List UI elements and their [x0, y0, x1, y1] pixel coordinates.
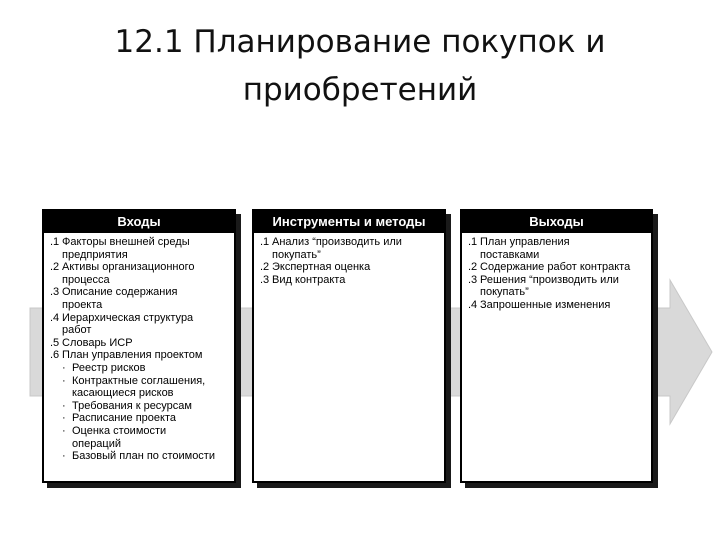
outputs-list: [462, 236, 651, 312]
outputs-box: [460, 209, 653, 483]
sub-list-item: [50, 362, 230, 375]
list-item: [260, 261, 440, 274]
item-text: Анализ “производить или: [272, 236, 402, 248]
item-text: Факторы внешней среды: [62, 236, 190, 248]
item-text: Иерархическая структура: [62, 311, 194, 324]
list-item: [50, 349, 230, 362]
item-number: .4: [468, 298, 478, 311]
item-number: .1: [468, 236, 478, 248]
item-text: Базовый план по стоимости: [72, 450, 215, 463]
item-text: покупать”: [272, 248, 321, 261]
list-item: [50, 299, 230, 312]
bullet: ·: [62, 424, 66, 437]
list-item: [468, 236, 647, 249]
list-item: [468, 274, 647, 287]
list-item: [50, 312, 230, 325]
item-text: Реестр рисков: [72, 361, 146, 374]
list-item: [468, 249, 647, 262]
list-item: [260, 274, 440, 287]
bullet: ·: [62, 450, 66, 463]
item-number: .3: [468, 273, 478, 286]
list-item: [50, 249, 230, 262]
page-title-line-1: 12.1 Планирование покупок и: [114, 24, 606, 60]
item-number: .3: [50, 286, 60, 299]
item-text: процесса: [62, 273, 110, 286]
sub-list-item: [50, 450, 230, 463]
tools-header: Инструменты и методы: [254, 211, 444, 233]
item-text: Содержание работ контракта: [480, 261, 631, 274]
item-text: Словарь ИСР: [62, 336, 133, 349]
outputs-header: Выходы: [462, 211, 651, 233]
item-number: .1: [50, 236, 60, 248]
bullet: ·: [62, 399, 66, 412]
item-text: Вид контракта: [272, 273, 346, 286]
sub-list-item: [50, 438, 230, 451]
sub-list-item: [50, 400, 230, 413]
sub-list-item: [50, 412, 230, 425]
sub-list-item: [50, 425, 230, 438]
item-text: Требования к ресурсам: [72, 399, 192, 412]
item-text: Оценка стоимости: [72, 424, 167, 437]
sub-list-item: [50, 375, 230, 388]
list-item: [50, 337, 230, 350]
item-text: Экспертная оценка: [272, 261, 371, 274]
list-item: [260, 249, 440, 262]
bullet: ·: [62, 412, 66, 425]
list-item: [468, 299, 647, 312]
sub-list-item: [50, 387, 230, 400]
item-number: .4: [50, 311, 60, 324]
item-text: План управления: [480, 236, 570, 248]
bullet: ·: [62, 374, 66, 387]
item-text: предприятия: [62, 248, 128, 261]
item-text: План управления проектом: [62, 349, 203, 362]
item-number: .2: [260, 261, 270, 274]
item-number: .3: [260, 273, 270, 286]
inputs-header: Входы: [44, 211, 234, 233]
item-number: .5: [50, 336, 60, 349]
list-item: [50, 324, 230, 337]
item-number: .2: [50, 261, 60, 274]
item-text: Контрактные соглашения,: [72, 374, 206, 387]
item-text: Запрошенные изменения: [480, 298, 611, 311]
page-title-line-2: приобретений: [242, 72, 478, 108]
item-text: операций: [72, 437, 122, 450]
item-text: работ: [62, 324, 92, 337]
list-item: [50, 274, 230, 287]
item-text: Расписание проекта: [72, 412, 176, 425]
list-item: [468, 261, 647, 274]
item-text: поставками: [480, 248, 540, 261]
item-text: Описание содержания: [62, 286, 178, 299]
inputs-box: [42, 209, 236, 483]
tools-box: [252, 209, 446, 483]
list-item: [50, 261, 230, 274]
item-number: .6: [50, 349, 60, 362]
bullet: ·: [62, 361, 66, 374]
item-number: .1: [260, 236, 270, 248]
list-item: [468, 286, 647, 299]
page-title: [60, 18, 660, 114]
tools-list: [254, 236, 444, 286]
item-text: покупать”: [480, 286, 529, 299]
list-item: [50, 236, 230, 249]
item-text: проекта: [62, 298, 103, 311]
item-text: касающиеся рисков: [72, 387, 174, 400]
item-text: Решения “производить или: [480, 273, 619, 286]
list-item: [260, 236, 440, 249]
item-number: .2: [468, 261, 478, 274]
item-text: Активы организационного: [62, 261, 195, 274]
inputs-list: [44, 236, 234, 463]
list-item: [50, 286, 230, 299]
